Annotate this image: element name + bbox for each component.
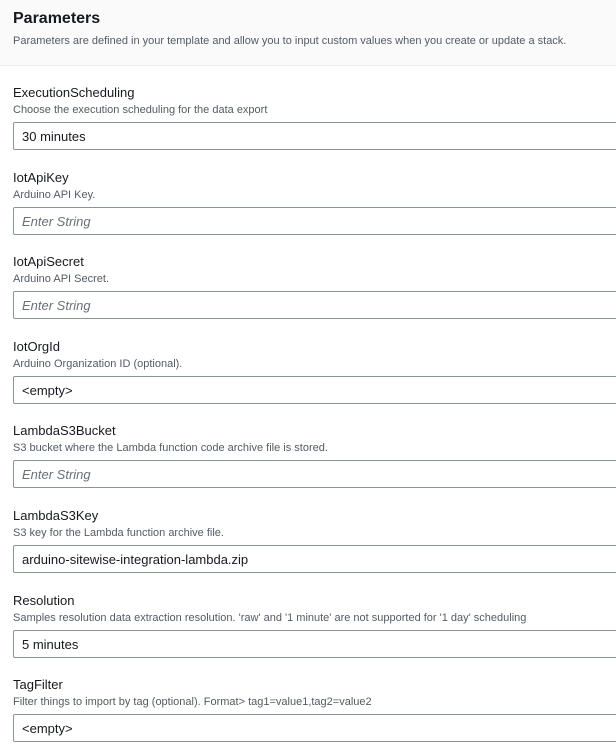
param-name: IotOrgId	[13, 339, 60, 354]
iot-org-id-input[interactable]	[13, 376, 616, 404]
param-description: Samples resolution data extraction resolution. 'raw' and '1 minute' are not supported for '1 day' scheduling	[13, 612, 527, 624]
param-name: LambdaS3Key	[13, 508, 99, 523]
execution-scheduling-input[interactable]	[13, 122, 616, 150]
param-description: Arduino Organization ID (optional).	[13, 358, 183, 370]
param-description: Arduino API Key.	[13, 189, 96, 201]
iot-api-key-input[interactable]	[13, 207, 616, 235]
iot-api-secret-input[interactable]	[13, 291, 616, 319]
param-description: Arduino API Secret.	[13, 273, 109, 285]
param-description: S3 key for the Lambda function archive file.	[13, 527, 224, 539]
page-description: Parameters are defined in your template and allow you to input custom values when you create or update a stack.	[13, 35, 567, 47]
tag-filter-input[interactable]	[13, 714, 616, 742]
param-name: ExecutionScheduling	[13, 85, 135, 100]
param-name: Resolution	[13, 593, 75, 608]
resolution-input[interactable]	[13, 630, 616, 658]
lambda-s3-key-input[interactable]	[13, 545, 616, 573]
page-title: Parameters	[13, 10, 101, 27]
lambda-s3-bucket-input[interactable]	[13, 460, 616, 488]
param-name: LambdaS3Bucket	[13, 423, 116, 438]
param-description: Filter things to import by tag (optional). Format> tag1=value1,tag2=value2	[13, 696, 372, 708]
param-name: TagFilter	[13, 677, 63, 692]
parameters-header	[0, 0, 616, 66]
param-description: Choose the execution scheduling for the data export	[13, 104, 268, 116]
param-name: IotApiKey	[13, 170, 69, 185]
param-name: IotApiSecret	[13, 254, 84, 269]
param-description: S3 bucket where the Lambda function code archive file is stored.	[13, 442, 328, 454]
